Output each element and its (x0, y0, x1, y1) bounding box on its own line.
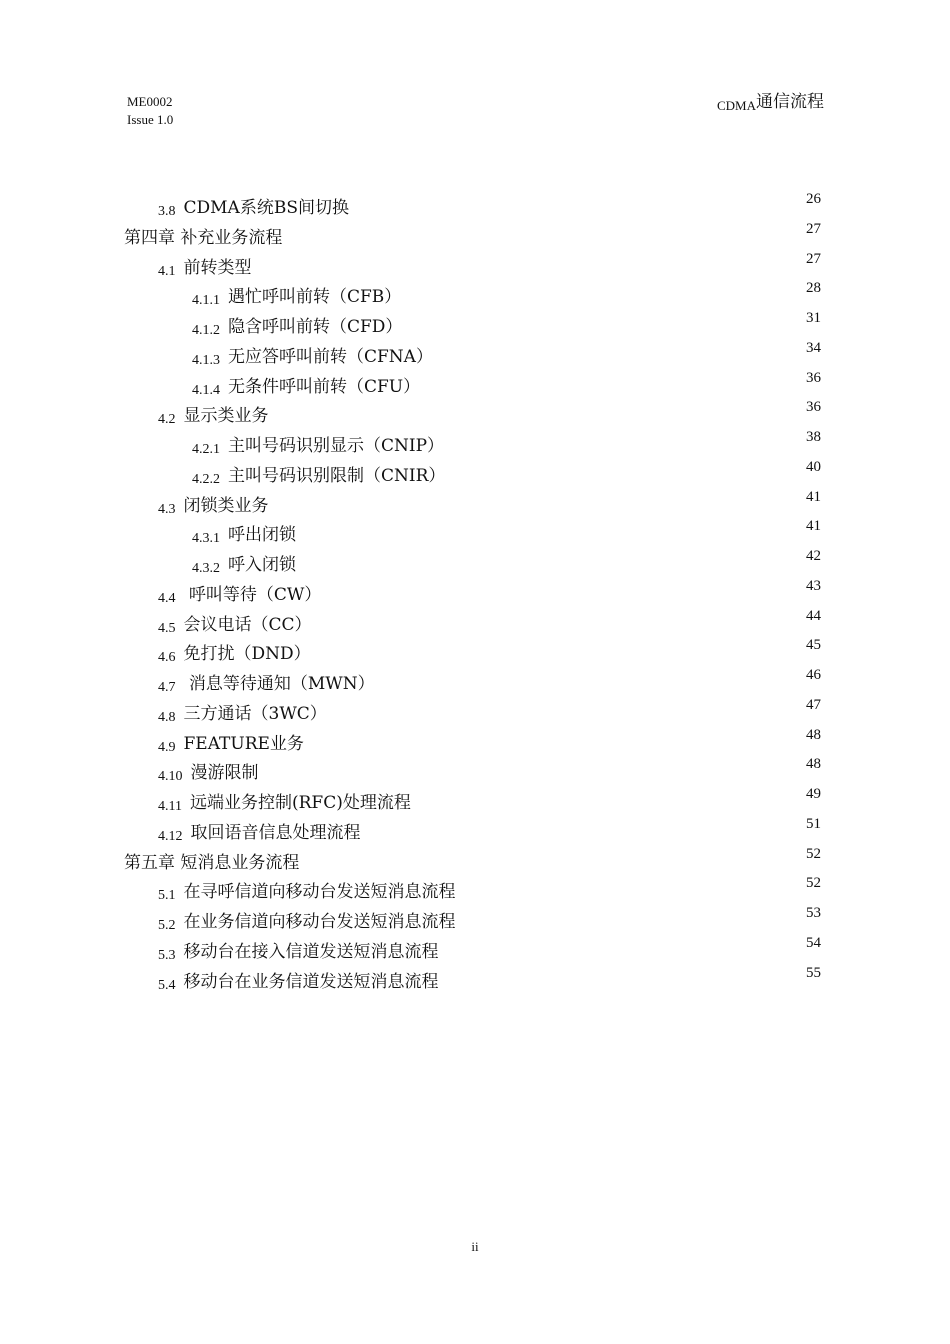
toc-entry-title: 遇忙呼叫前转（CFB） (228, 287, 402, 308)
toc-entry[interactable] (0, 578, 950, 608)
toc-entry[interactable] (0, 637, 950, 667)
toc-entry-page: 44 (806, 607, 821, 624)
toc-entry-page: 51 (806, 815, 821, 832)
toc-entry-title: 显示类业务 (183, 406, 269, 427)
toc-entry-number: 5.3 (158, 947, 176, 963)
toc-entry-title: 在寻呼信道向移动台发送短消息流程 (183, 882, 456, 903)
toc-entry-title: 第五章 短消息业务流程 (124, 852, 300, 873)
toc-entry-number: 4.5 (158, 620, 176, 636)
toc-entry-title: 前转类型 (183, 257, 252, 278)
toc-entry-title: 呼叫等待（CW） (183, 584, 322, 605)
document-issue: Issue 1.0 (127, 112, 174, 127)
toc-entry-label (192, 520, 296, 545)
toc-entry-label (158, 758, 259, 783)
toc-entry-label (124, 848, 299, 873)
toc-entry-number: 3.8 (158, 204, 176, 219)
toc-entry-label (158, 788, 411, 813)
toc-entry[interactable] (0, 489, 950, 519)
toc-entry-page: 48 (806, 726, 821, 743)
toc-entry-title: 在业务信道向移动台发送短消息流程 (183, 912, 456, 932)
toc-entry-number: 4.1.1 (192, 293, 220, 309)
toc-entry-page: 46 (806, 667, 821, 683)
toc-entry-title: 消息等待通知（MWN） (183, 674, 375, 694)
toc-entry[interactable] (0, 846, 950, 876)
document-header-left (127, 93, 173, 129)
toc-entry-title: 移动台在接入信道发送短消息流程 (183, 941, 439, 962)
toc-entry-page: 47 (806, 696, 821, 713)
toc-entry-page: 38 (806, 429, 821, 445)
toc-entry-title: 主叫号码识别显示（CNIP） (228, 436, 445, 456)
toc-entry-label (158, 669, 375, 694)
toc-entry-label (158, 877, 456, 902)
toc-entry-page: 27 (806, 220, 821, 237)
toc-entry[interactable] (0, 310, 950, 340)
toc-entry-label (192, 342, 433, 367)
toc-entry-page: 27 (806, 250, 821, 267)
toc-entry-label (192, 461, 445, 486)
toc-entry-label (158, 818, 361, 843)
toc-entry-page: 41 (806, 488, 821, 505)
toc-entry[interactable] (0, 548, 950, 578)
toc-entry-number: 4.1.4 (192, 382, 220, 398)
toc-entry-page: 52 (806, 845, 821, 862)
toc-entry-number: 4.12 (158, 828, 183, 844)
toc-entry[interactable] (0, 459, 950, 489)
toc-entry[interactable] (0, 340, 950, 370)
toc-entry-title: 呼入闭锁 (228, 555, 296, 575)
toc-entry-number: 4.1.2 (192, 323, 220, 338)
toc-entry-number: 4.8 (158, 709, 176, 725)
toc-entry-label (158, 193, 349, 218)
toc-entry-page: 54 (806, 934, 821, 951)
toc-entry-number: 4.3.1 (192, 531, 220, 547)
toc-entry-label (158, 967, 439, 992)
toc-entry-label (158, 729, 304, 754)
toc-entry[interactable] (0, 905, 950, 935)
toc-entry-page: 53 (806, 905, 821, 921)
toc-entry-label (192, 282, 401, 307)
toc-entry-number: 4.10 (158, 769, 183, 785)
toc-entry-title: 无应答呼叫前转（CFNA） (228, 346, 433, 367)
toc-entry-page: 26 (806, 191, 821, 207)
toc-entry-label (192, 550, 296, 575)
toc-entry[interactable] (0, 399, 950, 429)
toc-entry[interactable] (0, 667, 950, 697)
toc-entry-label (158, 639, 311, 664)
toc-entry-number: 4.2.1 (192, 442, 220, 457)
toc-entry-label (158, 253, 252, 278)
page-number: ii (471, 1239, 479, 1254)
toc-entry[interactable] (0, 370, 950, 400)
toc-entry-title: 会议电话（CC） (183, 614, 312, 635)
document-id: ME0002 (127, 94, 173, 109)
toc-entry-label (158, 699, 327, 724)
toc-entry-label (158, 401, 269, 426)
toc-entry-page: 28 (806, 280, 821, 297)
toc-entry-page: 41 (806, 518, 821, 535)
toc-entry-title: CDMA系统BS间切换 (183, 198, 349, 218)
toc-entry[interactable] (0, 191, 950, 221)
toc-entry-page: 36 (806, 369, 821, 386)
toc-entry-page: 48 (806, 756, 821, 773)
header-title-main: 通信流程 (756, 92, 824, 112)
toc-entry-page: 55 (806, 964, 821, 981)
toc-entry-label (124, 223, 282, 248)
toc-entry-number: 4.2.2 (192, 471, 220, 487)
toc-entry-number: 4.9 (158, 739, 176, 755)
toc-entry-label (192, 312, 402, 337)
toc-entry[interactable] (0, 756, 950, 786)
toc-entry-number: 5.2 (158, 918, 176, 933)
toc-entry-title: 主叫号码识别限制（CNIR） (228, 465, 446, 486)
toc-entry-page: 34 (806, 339, 821, 356)
toc-entry-number: 5.1 (158, 888, 176, 904)
document-header-title (717, 91, 824, 117)
table-of-contents (0, 191, 950, 994)
toc-entry-page: 31 (806, 310, 821, 326)
toc-entry-page: 40 (806, 458, 821, 475)
toc-entry[interactable] (0, 816, 950, 846)
toc-entry-label (192, 372, 420, 397)
toc-entry-number: 5.4 (158, 977, 176, 993)
toc-entry-number: 4.6 (158, 650, 176, 666)
header-title-prefix: CDMA (716, 98, 756, 113)
toc-entry-title: 远端业务控制(RFC)处理流程 (189, 793, 411, 813)
toc-entry-number: 4.11 (158, 799, 182, 814)
toc-entry[interactable] (0, 935, 950, 965)
toc-entry[interactable] (0, 221, 950, 251)
toc-entry-title: FEATURE业务 (183, 733, 304, 754)
toc-entry[interactable] (0, 965, 950, 995)
toc-entry[interactable] (0, 280, 950, 310)
toc-entry-title: 漫游限制 (190, 763, 259, 784)
toc-entry[interactable] (0, 875, 950, 905)
toc-entry-label (158, 610, 312, 635)
toc-entry-label (192, 431, 444, 456)
toc-entry-page: 52 (806, 875, 821, 892)
toc-entry-title: 闭锁类业务 (183, 495, 269, 516)
toc-entry-number: 4.2 (158, 412, 176, 428)
toc-entry[interactable] (0, 697, 950, 727)
toc-entry-title: 第四章 补充业务流程 (124, 227, 283, 248)
toc-entry-label (158, 580, 321, 605)
toc-entry-title: 免打扰（DND） (183, 644, 311, 665)
toc-entry[interactable] (0, 786, 950, 816)
toc-entry-title: 取回语音信息处理流程 (190, 822, 361, 843)
toc-entry-page: 36 (806, 399, 821, 416)
toc-entry-number: 4.4 (158, 590, 176, 606)
toc-entry-title: 三方通话（3WC） (183, 703, 327, 724)
toc-entry-title: 移动台在业务信道发送短消息流程 (183, 971, 439, 992)
toc-entry-title: 无条件呼叫前转（CFU） (228, 376, 421, 397)
toc-entry[interactable] (0, 727, 950, 757)
toc-entry-label (158, 937, 439, 962)
toc-entry-title: 呼出闭锁 (228, 525, 296, 546)
toc-entry[interactable] (0, 518, 950, 548)
toc-entry-label (158, 907, 456, 932)
toc-entry[interactable] (0, 251, 950, 281)
toc-entry-title: 隐含呼叫前转（CFD） (228, 317, 403, 337)
toc-entry-number: 4.3 (158, 501, 176, 517)
toc-entry-number: 4.1 (158, 263, 176, 279)
toc-entry-page: 42 (806, 548, 821, 564)
toc-entry[interactable] (0, 608, 950, 638)
toc-entry[interactable] (0, 429, 950, 459)
toc-entry-page: 49 (806, 786, 821, 802)
toc-entry-number: 4.7 (158, 680, 176, 695)
toc-entry-label (158, 491, 269, 516)
toc-entry-number: 4.3.2 (192, 561, 220, 576)
toc-entry-page: 45 (806, 637, 821, 654)
toc-entry-page: 43 (806, 577, 821, 594)
toc-entry-number: 4.1.3 (192, 352, 220, 368)
